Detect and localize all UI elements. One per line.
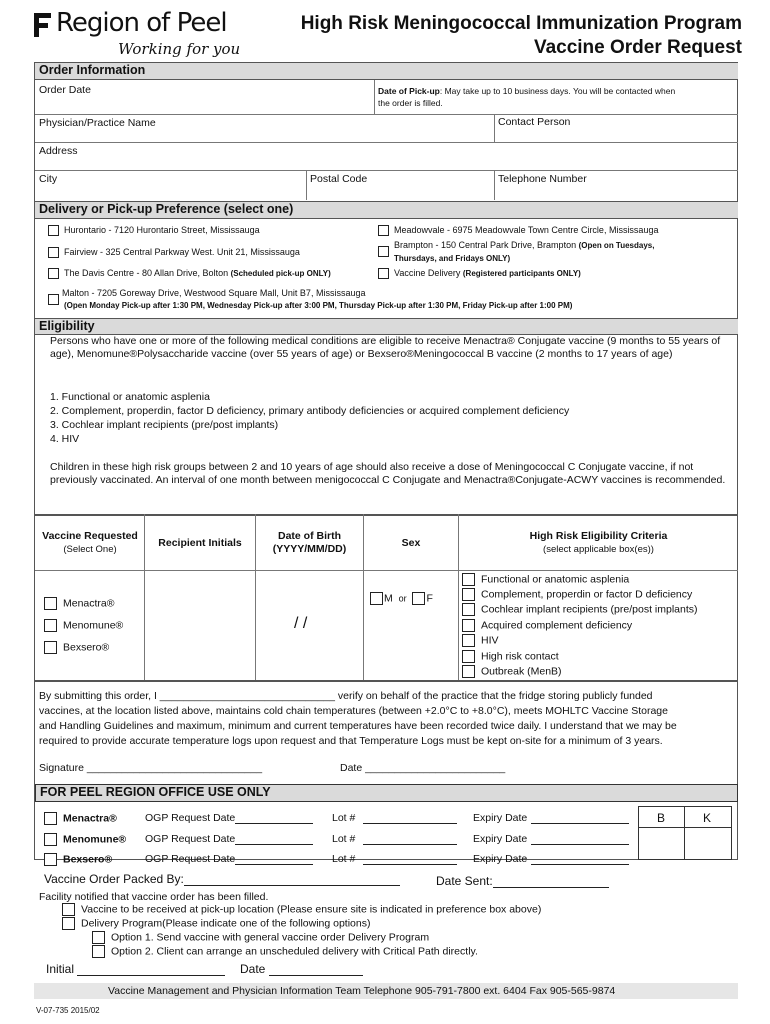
eligibility-header: Eligibility: [35, 318, 738, 335]
city-field[interactable]: City: [39, 173, 58, 185]
divider: [494, 170, 495, 200]
field-label: Lot #: [332, 833, 356, 845]
eligibility-item: 2. Complement, properdin, factor D deficiency, primary antibody deficiencies or acquired complement deficiency: [50, 405, 570, 417]
checkbox[interactable]: [44, 853, 57, 866]
field-label: Lot #: [332, 812, 356, 824]
form-title: [301, 12, 742, 60]
option-delivery-program[interactable]: [62, 917, 370, 930]
option-label: Option 2. Client can arrange an unscheduled delivery with Critical Path directly.: [111, 945, 478, 958]
divider: [374, 80, 375, 114]
checkbox[interactable]: [44, 597, 57, 610]
k-cell[interactable]: K: [703, 811, 712, 825]
expiry-date-field[interactable]: [473, 833, 629, 845]
criteria-complement[interactable]: [462, 588, 692, 601]
pref-label: Hurontario - 7120 Hurontario Street, Mississauga: [64, 225, 260, 235]
criteria-asplenia[interactable]: [462, 573, 629, 586]
postal-code-field[interactable]: Postal Code: [310, 173, 368, 185]
checkbox[interactable]: [62, 917, 75, 930]
divider: [35, 114, 738, 115]
lot-field[interactable]: [332, 833, 457, 845]
pref-malton[interactable]: [48, 288, 365, 299]
pref-note: (Open Monday Pick-up after 1:30 PM, Wednesday Pick-up after 3:00 PM, Thursday Pick-up after 1:30 PM, Friday Pick-up after 1:00 PM): [64, 301, 573, 310]
pref-label: Malton - 7205 Goreway Drive, Westwood Square Mall, Unit B7, Mississauga: [62, 288, 366, 298]
field-label: Expiry Date: [473, 833, 528, 845]
criteria-acquired[interactable]: [462, 619, 632, 632]
eligibility-item: 3. Cochlear implant recipients (pre/post implants): [50, 419, 279, 431]
field-label: Lot #: [332, 853, 356, 865]
option-label: Vaccine to be received at pick-up location (Please ensure site is indicated in preference box above): [81, 903, 542, 916]
order-date-field[interactable]: Order Date: [39, 84, 91, 96]
pref-davis[interactable]: [48, 268, 331, 279]
eligibility-item: 4. HIV: [50, 433, 80, 445]
field-label: OGP Request Date: [145, 833, 236, 845]
criteria-hiv[interactable]: [462, 634, 499, 647]
option-pickup[interactable]: [62, 903, 541, 916]
col-title: High Risk Eligibility Criteria: [529, 530, 668, 542]
field-label: OGP Request Date: [145, 853, 236, 865]
col-title: Vaccine Requested: [42, 530, 138, 542]
col-title: Date of Birth: [278, 530, 341, 542]
criteria-label: Outbreak (MenB): [481, 665, 562, 678]
divider: [494, 114, 495, 142]
statement-line-1: By submitting this order, I ______________________________ verify on behalf of the practice that the fridge storing publicly funded: [39, 690, 653, 702]
criteria-high-risk-contact[interactable]: [462, 650, 559, 663]
vaccine-label: Menomune®: [63, 619, 124, 632]
sex-or-label: or: [398, 593, 407, 604]
col-date-of-birth: [256, 530, 363, 556]
sex-selector[interactable]: [370, 592, 433, 605]
criteria-label: High risk contact: [481, 650, 559, 663]
lot-field[interactable]: [332, 812, 457, 824]
logo-text: Region of Peel: [56, 8, 227, 38]
checkbox[interactable]: [44, 619, 57, 632]
vaccine-option-menomune[interactable]: [44, 619, 123, 632]
col-vaccine-requested: [36, 530, 144, 556]
statement-line-3: and Handling Guidelines and maximum, minimum and current temperatures have been recorded twice daily. I understand that we may be: [39, 720, 677, 732]
delivery-header: Delivery or Pick-up Preference (select one): [35, 201, 738, 219]
title-line-1: High Risk Meningococcal Immunization Program: [300, 13, 742, 34]
pref-label: Vaccine Delivery: [394, 268, 461, 278]
checkbox[interactable]: [48, 268, 59, 279]
col-sub: (YYYY/MM/DD): [272, 543, 347, 555]
col-criteria: [459, 530, 738, 556]
pref-hurontario[interactable]: [48, 225, 260, 236]
criteria-label: Acquired complement deficiency: [481, 619, 633, 632]
packed-by-field[interactable]: [44, 872, 400, 886]
logo-tagline: Working for you: [118, 40, 241, 58]
pref-malton-note: [64, 300, 572, 310]
form-id: V-07-735 2015/02: [36, 1006, 100, 1015]
initial-date-field[interactable]: [240, 962, 363, 976]
office-use-header: FOR PEEL REGION OFFICE USE ONLY: [35, 784, 738, 802]
col-recipient-initials: Recipient Initials: [158, 537, 242, 549]
statement-line-2: vaccines, at the location listed above, maintains cold chain temperatures (between +2.0°C to +8.0°C), meets MOHLTC Vaccine Storage: [39, 705, 668, 717]
checkbox[interactable]: [378, 225, 389, 236]
checkbox[interactable]: [44, 812, 57, 825]
criteria-cochlear[interactable]: [462, 603, 698, 616]
region-of-peel-logo: [34, 8, 241, 60]
eligibility-children: Children in these high risk groups between 2 and 10 years of age should also receive a dose of Meningococcal C Conjugate vaccine, if not previously vaccinated. An interval of one month between menigococcal C Conjugate and Menactra®Conjugate-ACWY vaccines is recommended.: [50, 461, 726, 486]
vaccine-option-bexsero[interactable]: [44, 641, 109, 654]
vaccine-label: Menactra®: [63, 597, 115, 610]
field-label: Date: [240, 962, 266, 976]
pref-label: The Davis Centre - 80 Allan Drive, Bolton: [64, 268, 229, 278]
pref-note: Thursdays, and Fridays ONLY): [394, 254, 511, 263]
checkbox[interactable]: [48, 225, 59, 236]
checkbox[interactable]: [48, 294, 59, 305]
title-line-2: Vaccine Order Request: [533, 37, 742, 58]
divider: [306, 170, 307, 200]
divider: [35, 170, 738, 171]
pickup-date-field[interactable]: [378, 86, 675, 96]
criteria-label: HIV: [481, 634, 499, 647]
b-cell[interactable]: B: [657, 811, 666, 825]
ogp-request-date-field[interactable]: [145, 812, 313, 824]
peel-logo-mark-icon: [34, 13, 52, 37]
divider: [638, 827, 731, 828]
checkbox[interactable]: [378, 268, 389, 279]
office-row-menomune: [44, 833, 126, 846]
option-2[interactable]: [92, 945, 478, 958]
divider: [35, 514, 738, 516]
criteria-outbreak[interactable]: [462, 665, 562, 678]
office-vaccine-label: Menomune®: [63, 833, 127, 846]
office-use-frame: [34, 802, 738, 860]
sex-m-checkbox[interactable]: [370, 592, 383, 605]
pref-brampton-note-2: [394, 253, 510, 263]
field-label: OGP Request Date: [145, 812, 236, 824]
eligibility-item: 1. Functional or anatomic asplenia: [50, 391, 210, 403]
signature-date-field[interactable]: Date ________________________: [340, 762, 506, 774]
field-label: Initial: [46, 962, 75, 976]
pickup-note: : May take up to 10 business days. You will be contacted when: [439, 86, 676, 96]
ogp-request-date-field[interactable]: [145, 833, 313, 845]
checkbox[interactable]: [48, 247, 59, 258]
pref-label: Brampton - 150 Central Park Drive, Brampton: [394, 240, 577, 250]
checkbox[interactable]: [44, 833, 57, 846]
pref-fairview[interactable]: [48, 247, 300, 258]
telephone-field[interactable]: Telephone Number: [498, 173, 587, 185]
checkbox[interactable]: [92, 945, 105, 958]
statement-line-4: required to provide accurate temperature logs upon request and that Temperature Logs must be kept on-site for a minimum of 3 years.: [39, 735, 663, 747]
col-sub: (Select One): [63, 544, 117, 555]
pref-meadowvale[interactable]: [378, 225, 658, 236]
divider: [35, 570, 738, 571]
signature-field[interactable]: Signature ______________________________: [39, 762, 263, 774]
checkbox[interactable]: [44, 641, 57, 654]
checkbox[interactable]: [62, 903, 75, 916]
eligibility-intro: Persons who have one or more of the following medical conditions are eligible to receive Menactra® Conjugate vaccine (9 months to 55 years of age), Menomune®Polysaccharide vaccine (over 55 years of age) or Bexsero®Meningococcal B vaccine (2 months to 17 years of age): [50, 335, 721, 360]
office-vaccine-label: Bexsero®: [63, 853, 113, 866]
checkbox[interactable]: [462, 603, 475, 616]
pickup-label: Date of Pick-up: [378, 86, 440, 96]
date-sent-field[interactable]: [436, 874, 609, 888]
pref-vaccine-delivery[interactable]: [378, 268, 581, 279]
initial-field[interactable]: [46, 962, 225, 976]
checkbox[interactable]: [462, 588, 475, 601]
checkbox[interactable]: [462, 619, 475, 632]
divider: [684, 806, 685, 859]
sex-m-label: M: [384, 592, 393, 605]
checkbox[interactable]: [462, 634, 475, 647]
checkbox[interactable]: [462, 665, 475, 678]
vaccine-label: Bexsero®: [63, 641, 110, 654]
sex-f-checkbox[interactable]: [412, 592, 425, 605]
field-label: Expiry Date: [473, 812, 528, 824]
ogp-request-date-field[interactable]: [145, 853, 313, 865]
option-1[interactable]: [92, 931, 429, 944]
pref-note: (Registered participants ONLY): [462, 269, 581, 278]
vaccine-option-menactra[interactable]: [44, 597, 115, 610]
office-row-menactra: [44, 812, 117, 825]
expiry-date-field[interactable]: [473, 812, 629, 824]
pref-brampton[interactable]: [378, 240, 654, 251]
option-label: Delivery Program(Please indicate one of the following options): [81, 917, 371, 930]
order-info-header: Order Information: [35, 62, 738, 80]
criteria-label: Functional or anatomic asplenia: [481, 573, 630, 586]
expiry-date-field[interactable]: [473, 853, 629, 865]
address-field[interactable]: Address: [39, 145, 78, 157]
criteria-label: Cochlear implant recipients (pre/post implants): [481, 603, 698, 616]
pickup-note-2: the order is filled.: [378, 98, 443, 108]
lot-field[interactable]: [332, 853, 457, 865]
pref-note: (Scheduled pick-up ONLY): [230, 269, 331, 278]
footer-contact: Vaccine Management and Physician Information Team Telephone 905-791-7800 ext. 6404 Fax 905-565-9874: [108, 985, 616, 997]
option-label: Option 1. Send vaccine with general vaccine order Delivery Program: [111, 931, 430, 944]
sex-f-label: F: [426, 592, 433, 605]
criteria-label: Complement, properdin or factor D deficiency: [481, 588, 693, 601]
divider: [35, 142, 738, 143]
facility-notified-text: Facility notified that vaccine order has been filled.: [39, 891, 269, 903]
bk-grid: [638, 806, 732, 860]
office-row-bexsero: [44, 853, 112, 866]
checkbox[interactable]: [378, 246, 389, 257]
col-sex: Sex: [401, 537, 421, 549]
pref-label: Fairview - 325 Central Parkway West. Unit 21, Mississauga: [64, 247, 300, 257]
pref-label: Meadowvale - 6975 Meadowvale Town Centre Circle, Mississauga: [394, 225, 659, 235]
pref-note: (Open on Tuesdays,: [578, 241, 655, 250]
field-label: Expiry Date: [473, 853, 528, 865]
checkbox[interactable]: [462, 573, 475, 586]
divider: [35, 680, 738, 682]
col-sub: (select applicable box(es)): [543, 544, 654, 555]
contact-person-field[interactable]: Contact Person: [498, 116, 571, 128]
checkbox[interactable]: [462, 650, 475, 663]
dob-input[interactable]: / /: [294, 615, 308, 632]
physician-field[interactable]: Physician/Practice Name: [39, 117, 156, 129]
office-vaccine-label: Menactra®: [63, 812, 117, 825]
field-label: Date Sent:: [436, 874, 493, 888]
checkbox[interactable]: [92, 931, 105, 944]
field-label: Vaccine Order Packed By:: [44, 872, 184, 886]
